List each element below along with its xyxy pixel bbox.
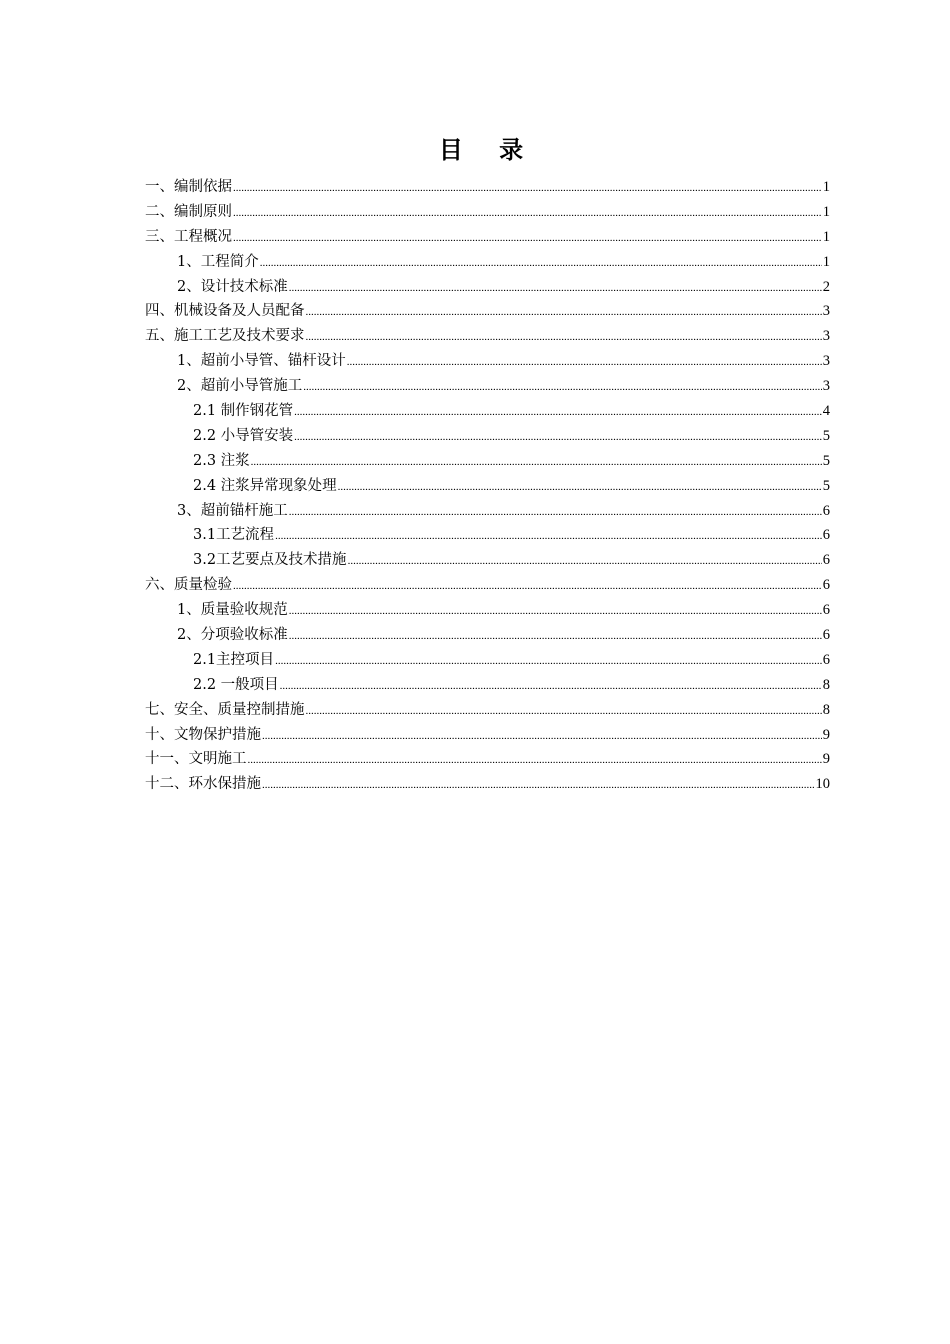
toc-dot-leader <box>348 549 822 574</box>
toc-entry[interactable] <box>145 648 830 673</box>
toc-entry[interactable] <box>145 225 830 250</box>
toc-entry-label: 2、设计技术标准 <box>177 278 288 295</box>
toc-entry-page-number: 3 <box>822 353 830 370</box>
toc-entry-page-number: 6 <box>822 651 830 668</box>
toc-entry-label: 3.1工艺流程 <box>193 527 275 544</box>
toc-entry-page-number: 6 <box>822 627 830 644</box>
toc-entry-page-number: 6 <box>822 602 830 619</box>
toc-dot-leader <box>275 649 822 674</box>
toc-dot-leader <box>233 176 822 201</box>
toc-dot-leader <box>275 524 822 549</box>
toc-entry-label: 一、编制依据 <box>145 179 232 195</box>
toc-entry-page-number: 5 <box>822 477 830 494</box>
toc-entry[interactable] <box>145 623 830 648</box>
toc-dot-leader <box>289 276 822 301</box>
toc-entry-page-number: 1 <box>822 228 830 245</box>
toc-entry-page-number: 6 <box>822 552 830 569</box>
toc-dot-leader <box>251 450 822 475</box>
toc-dot-leader <box>294 425 822 450</box>
toc-entry-label: 十一、文明施工 <box>145 751 247 768</box>
toc-entry[interactable] <box>145 175 830 200</box>
toc-entry-label: 二、编制原则 <box>145 203 232 220</box>
toc-entry[interactable] <box>145 598 830 623</box>
toc-dot-leader <box>280 674 822 699</box>
toc-entry[interactable] <box>145 772 830 797</box>
toc-dot-leader <box>262 773 815 798</box>
toc-entry-page-number: 2 <box>822 278 830 295</box>
toc-entry[interactable] <box>145 499 830 524</box>
toc-dot-leader <box>289 599 822 624</box>
toc-entry-page-number: 1 <box>822 203 830 220</box>
toc-entry[interactable] <box>145 523 830 548</box>
toc-entry-label: 1、工程简介 <box>177 253 259 270</box>
toc-entry-label: 2.2 一般项目 <box>193 676 279 693</box>
toc-entry[interactable] <box>145 250 830 275</box>
toc-dot-leader <box>347 350 822 375</box>
toc-dot-leader <box>233 201 822 226</box>
toc-entry[interactable] <box>145 374 830 399</box>
toc-dot-leader <box>289 624 822 649</box>
toc-entry[interactable] <box>145 299 830 324</box>
toc-dot-leader <box>306 699 822 724</box>
toc-entry[interactable] <box>145 449 830 474</box>
toc-entry-label: 1、超前小导管、锚杆设计 <box>177 353 346 370</box>
toc-entry[interactable] <box>145 573 830 598</box>
toc-entry[interactable] <box>145 275 830 300</box>
table-of-contents <box>145 175 830 797</box>
toc-dot-leader <box>260 251 822 276</box>
toc-entry[interactable] <box>145 723 830 748</box>
toc-entry[interactable] <box>145 548 830 573</box>
toc-dot-leader <box>248 748 822 773</box>
toc-entry-label: 2、超前小导管施工 <box>177 378 303 395</box>
toc-entry-label: 3.2工艺要点及技术措施 <box>193 552 347 569</box>
toc-entry-label: 五、施工工艺及技术要求 <box>145 328 305 345</box>
toc-entry-page-number: 6 <box>822 527 830 544</box>
toc-entry-label: 十二、环水保措施 <box>145 776 261 793</box>
toc-entry-label: 十、文物保护措施 <box>145 726 261 743</box>
toc-entry[interactable] <box>145 399 830 424</box>
toc-title: 目 录 <box>438 135 538 164</box>
toc-entry-page-number: 8 <box>822 701 830 718</box>
toc-entry-page-number: 4 <box>822 403 830 420</box>
toc-entry[interactable] <box>145 200 830 225</box>
toc-entry-page-number: 9 <box>822 751 830 768</box>
toc-entry-label: 2、分项验收标准 <box>177 627 288 644</box>
toc-entry-label: 2.1主控项目 <box>193 651 275 668</box>
toc-entry[interactable] <box>145 698 830 723</box>
toc-entry[interactable] <box>145 349 830 374</box>
toc-entry-label: 六、质量检验 <box>145 577 232 594</box>
toc-entry-label: 七、安全、质量控制措施 <box>145 701 305 718</box>
toc-entry[interactable] <box>145 474 830 499</box>
toc-entry-page-number: 5 <box>822 427 830 444</box>
toc-entry-label: 三、工程概况 <box>145 228 232 245</box>
toc-entry-label: 3、超前锚杆施工 <box>177 502 288 519</box>
toc-entry[interactable] <box>145 424 830 449</box>
toc-dot-leader <box>303 375 822 400</box>
toc-entry-label: 2.3 注浆 <box>193 452 250 469</box>
toc-entry[interactable] <box>145 747 830 772</box>
toc-entry-page-number: 8 <box>822 676 830 693</box>
toc-entry-page-number: 3 <box>822 328 830 345</box>
toc-entry-label: 四、机械设备及人员配备 <box>145 303 305 320</box>
toc-entry-page-number: 6 <box>822 577 830 594</box>
toc-entry[interactable] <box>145 673 830 698</box>
toc-dot-leader <box>306 325 822 350</box>
toc-dot-leader <box>306 300 822 325</box>
toc-entry-label: 2.2 小导管安装 <box>193 427 294 444</box>
toc-entry-page-number: 1 <box>822 253 830 270</box>
toc-dot-leader <box>338 475 822 500</box>
toc-dot-leader <box>294 400 822 425</box>
toc-entry-page-number: 6 <box>822 502 830 519</box>
toc-dot-leader <box>233 226 822 251</box>
toc-entry-page-number: 3 <box>822 303 830 320</box>
toc-dot-leader <box>233 574 822 599</box>
toc-entry-page-number: 3 <box>822 378 830 395</box>
toc-entry-page-number: 1 <box>822 179 830 195</box>
toc-dot-leader <box>289 500 822 525</box>
toc-entry-label: 1、质量验收规范 <box>177 602 288 619</box>
toc-entry-label: 2.4 注浆异常现象处理 <box>193 477 337 494</box>
toc-entry-label: 2.1 制作钢花管 <box>193 403 294 420</box>
toc-entry-page-number: 10 <box>815 776 830 793</box>
toc-entry-page-number: 5 <box>822 452 830 469</box>
toc-entry-page-number: 9 <box>822 726 830 743</box>
toc-entry[interactable] <box>145 324 830 349</box>
toc-dot-leader <box>262 724 822 749</box>
